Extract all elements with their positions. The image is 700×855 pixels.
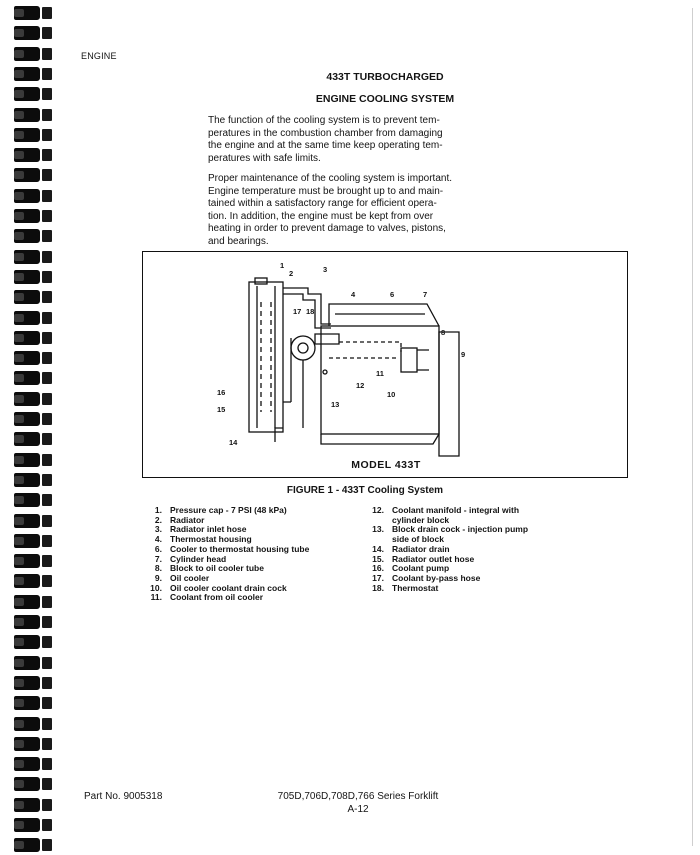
legend-number: 15. (372, 553, 384, 564)
legend-number: 18. (372, 582, 384, 593)
binding-coil (14, 250, 60, 264)
legend-text: Radiator (170, 514, 205, 525)
coolant-pump-pulley-shape (291, 336, 315, 360)
binding-coil (14, 595, 60, 609)
legend-number: 14. (372, 543, 384, 554)
callout-8: 8 (441, 328, 446, 337)
paragraph-line: the engine and at the same time keep operating tem- (208, 140, 443, 151)
callout-13: 13 (331, 400, 340, 409)
binding-coil (14, 534, 60, 548)
oil-pan-shape (321, 434, 439, 444)
binding-coil (14, 514, 60, 528)
callout-12: 12 (356, 381, 365, 390)
paragraph-line: peratures in the combustion chamber from damaging (208, 127, 443, 139)
legend-number: 4. (154, 534, 162, 545)
callout-14: 14 (229, 438, 238, 447)
paragraph-line: Proper maintenance of the cooling system is important. (208, 173, 453, 184)
legend-text: Radiator inlet hose (170, 524, 247, 535)
series-name: 705D,706D,708D,766 Series Forklift (277, 791, 439, 802)
binding-coil (14, 412, 60, 426)
pressure-cap-shape (255, 278, 267, 284)
legend-text: Coolant pump (392, 563, 450, 574)
oil-cooler-shape (401, 348, 417, 372)
legend-text: Thermostat housing (170, 534, 252, 545)
binding-coil (14, 696, 60, 710)
binding-coil (14, 6, 60, 20)
paragraph-line: heating in order to prevent damage to valves, pistons, (208, 223, 446, 234)
binding-coil (14, 189, 60, 203)
legend-number: 10. (150, 582, 162, 593)
callout-3: 3 (323, 265, 328, 274)
legend-number: 11. (150, 592, 162, 603)
paragraph-line: The function of the cooling system is to prevent tem- (208, 115, 440, 126)
legend-number: 17. (372, 572, 384, 583)
binding-coil (14, 168, 60, 182)
legend-left (138, 506, 309, 603)
callout-7: 7 (423, 290, 428, 299)
document-subtitle: ENGINE COOLING SYSTEM (315, 93, 455, 105)
binding-coil (14, 635, 60, 649)
paragraph-line: and bearings. (208, 235, 269, 247)
legend-text: Cooler to thermostat housing tube (170, 543, 310, 554)
binding-coil (14, 108, 60, 122)
binding-coil (14, 270, 60, 284)
legend-text: Coolant from oil cooler (170, 592, 264, 603)
legend-text: Coolant manifold - integral with (392, 505, 520, 515)
binding-coil (14, 554, 60, 568)
callout-6: 6 (390, 290, 395, 299)
legend-text: Coolant by-pass hose (392, 572, 481, 583)
cylinder-head-shape (329, 304, 439, 326)
legend-text: Radiator outlet hose (392, 553, 475, 564)
binding-coil (14, 229, 60, 243)
legend-number: 2. (154, 514, 162, 525)
radiator-shape (249, 282, 283, 432)
legend-item (360, 574, 528, 584)
binding-coil (14, 453, 60, 467)
binding-coil (14, 432, 60, 446)
legend-number: 7. (154, 553, 162, 564)
binding-coil (14, 615, 60, 629)
binding-coil (14, 331, 60, 345)
callout-4: 4 (351, 290, 356, 299)
page-number: A-12 (347, 804, 369, 815)
document-title: 433T TURBOCHARGED (326, 71, 444, 83)
engine-diagram (143, 252, 629, 479)
spiral-binding (0, 0, 64, 855)
binding-coil (14, 26, 60, 40)
legend-item (138, 564, 309, 574)
callout-10: 10 (387, 390, 396, 399)
callout-2: 2 (289, 269, 294, 278)
legend-text: cylinder block (392, 514, 450, 525)
thermostat-housing-shape (315, 334, 339, 344)
binding-coil (14, 818, 60, 832)
binding-coil (14, 757, 60, 771)
legend-number: 12. (372, 505, 384, 515)
paragraph-maintenance (208, 173, 493, 248)
callout-11: 11 (376, 369, 384, 378)
callout-1: 1 (280, 261, 285, 270)
legend-item (138, 593, 309, 603)
callout-15: 15 (217, 405, 226, 414)
binding-coil (14, 128, 60, 142)
legend-text: Oil cooler coolant drain cock (170, 582, 287, 593)
binding-coil (14, 351, 60, 365)
figure-caption: FIGURE 1 - 433T Cooling System (286, 485, 444, 496)
legend-item (360, 584, 528, 594)
binding-coil (14, 798, 60, 812)
binding-coil (14, 371, 60, 385)
legend-number: 6. (154, 543, 162, 554)
callout-18: 18 (306, 307, 315, 316)
binding-coil (14, 392, 60, 406)
legend-item (360, 525, 528, 535)
paragraph-line: Engine temperature must be brought up to and main- (208, 185, 444, 197)
flywheel-housing-shape (439, 332, 459, 456)
legend-number: 13. (372, 524, 384, 535)
binding-coil (14, 47, 60, 61)
part-number: Part No. 9005318 (84, 791, 163, 802)
binding-coil (14, 148, 60, 162)
binding-coil (14, 777, 60, 791)
legend-text: side of block (392, 534, 444, 545)
binding-coil (14, 311, 60, 325)
callout-17: 17 (293, 307, 302, 316)
binding-coil (14, 209, 60, 223)
binding-coil (14, 676, 60, 690)
callout-9: 9 (461, 350, 466, 359)
legend-number: 3. (154, 524, 162, 535)
binding-coil (14, 838, 60, 852)
legend-number: 16. (372, 563, 384, 574)
legend-text: Cylinder head (170, 553, 227, 564)
binding-coil (14, 574, 60, 588)
legend-item (138, 506, 309, 516)
binding-coil (14, 290, 60, 304)
binding-coil (14, 656, 60, 670)
section-label: ENGINE (81, 51, 117, 61)
callout-16: 16 (217, 388, 226, 397)
legend-text: Oil cooler (170, 572, 210, 583)
paragraph-function (208, 115, 493, 165)
legend-number: 9. (154, 572, 162, 583)
legend-text: Radiator drain (392, 543, 450, 554)
paragraph-line: tained within a satisfactory range for efficient opera- (208, 198, 437, 209)
paragraph-line: tion. In addition, the engine must be kept from over (208, 210, 434, 222)
legend-text: Pressure cap - 7 PSI (48 kPa) (170, 505, 287, 515)
legend-right (360, 506, 528, 593)
legend-number: 1. (154, 505, 162, 515)
legend-text: Thermostat (392, 582, 439, 593)
binding-coil (14, 737, 60, 751)
paragraph-line: peratures with safe limits. (208, 152, 321, 164)
legend-text: Block drain cock - injection pump (392, 524, 529, 535)
cooling-system-figure (142, 251, 628, 478)
legend-number: 8. (154, 563, 162, 574)
legend-text: Block to oil cooler tube (170, 563, 264, 574)
binding-coil (14, 717, 60, 731)
model-label: MODEL 433T (351, 459, 421, 471)
